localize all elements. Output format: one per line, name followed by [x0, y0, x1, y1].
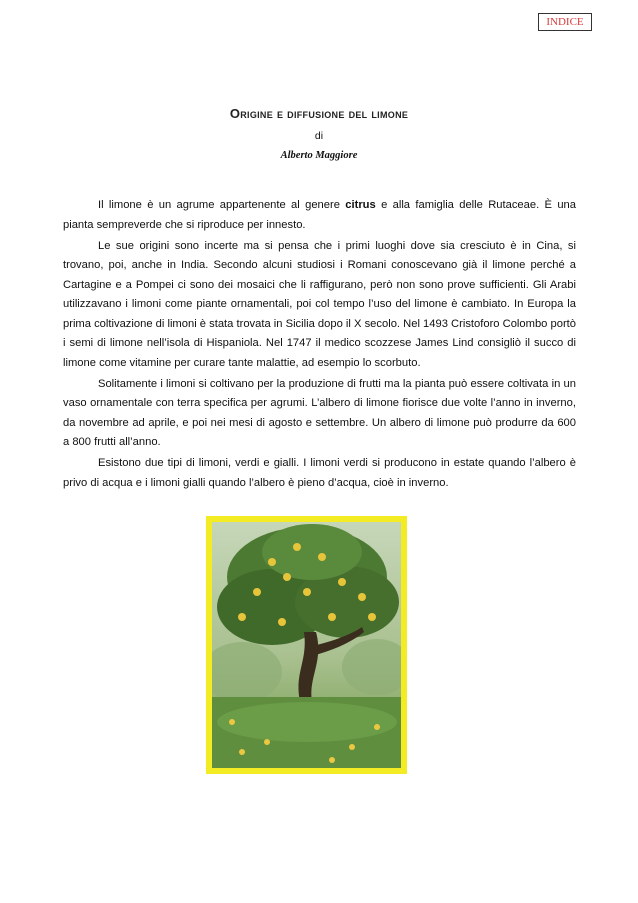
paragraph-3: Solitamente i limoni si coltivano per la produzione di frutti ma la pianta può essere coltivata in un vaso ornamentale con terra specifica per agrumi. L’albero di limone fiorisce due volte l’anno in inverno, da novembre ad aprile, e poi nei mesi di agosto e settembre. Un albero di limone può produrre da 600 a 800 frutti all’anno.	[63, 377, 576, 448]
paragraph-4: Esistono due tipi di limoni, verdi e gialli. I limoni verdi si producono in estate quando l’albero è privo di acqua e i limoni gialli quando l’albero è pieno d’acqua, cioè in inverno.	[63, 457, 576, 489]
genus-citrus: citrus	[345, 199, 376, 211]
lemon-tree-photo	[212, 522, 401, 768]
photo-frame	[206, 516, 407, 774]
paragraph-1-end: e alla famiglia delle Rutaceae. È una pianta sempreverde che si riproduce per innesto.	[63, 199, 576, 231]
paragraph-1	[63, 196, 576, 235]
author-prefix-text: di	[314, 130, 324, 142]
author-name: Alberto Maggiore	[280, 150, 358, 161]
indice-link[interactable]: INDICE	[538, 13, 592, 31]
lemon-tree-image	[212, 522, 401, 768]
author-prefix	[0, 130, 638, 142]
page-title: Origine e diffusione del limone	[229, 106, 409, 121]
paragraph-1-start: Il limone è un agrume appartenente al genere	[98, 199, 346, 211]
article-body	[63, 196, 576, 495]
paragraph-2: Le sue origini sono incerte ma si pensa che i primi luoghi dove sia cresciuto è in Cina, si trovano, poi, anche in India. Secondo alcuni studiosi i Romani conoscevano già il limone perché a Cartagine e a Pompei ci sono dei mosaici che li raffigurano, però non sono prove sufficienti. Gli Arabi utilizzavano i limoni come piante ornamentali, poi col tempo l’uso del limone è cambiato. In Europa la prima coltivazione di limoni è stata trovata in Sicilia dopo il X secolo. Nel 1493 Cristoforo Colombo portò i semi di limone nell’isola di Hispaniola. Nel 1747 il medico scozzese James Lind consigliò il succo di limone come vitamine per curare tante malattie, ad esempio lo scorbuto.	[63, 239, 577, 369]
